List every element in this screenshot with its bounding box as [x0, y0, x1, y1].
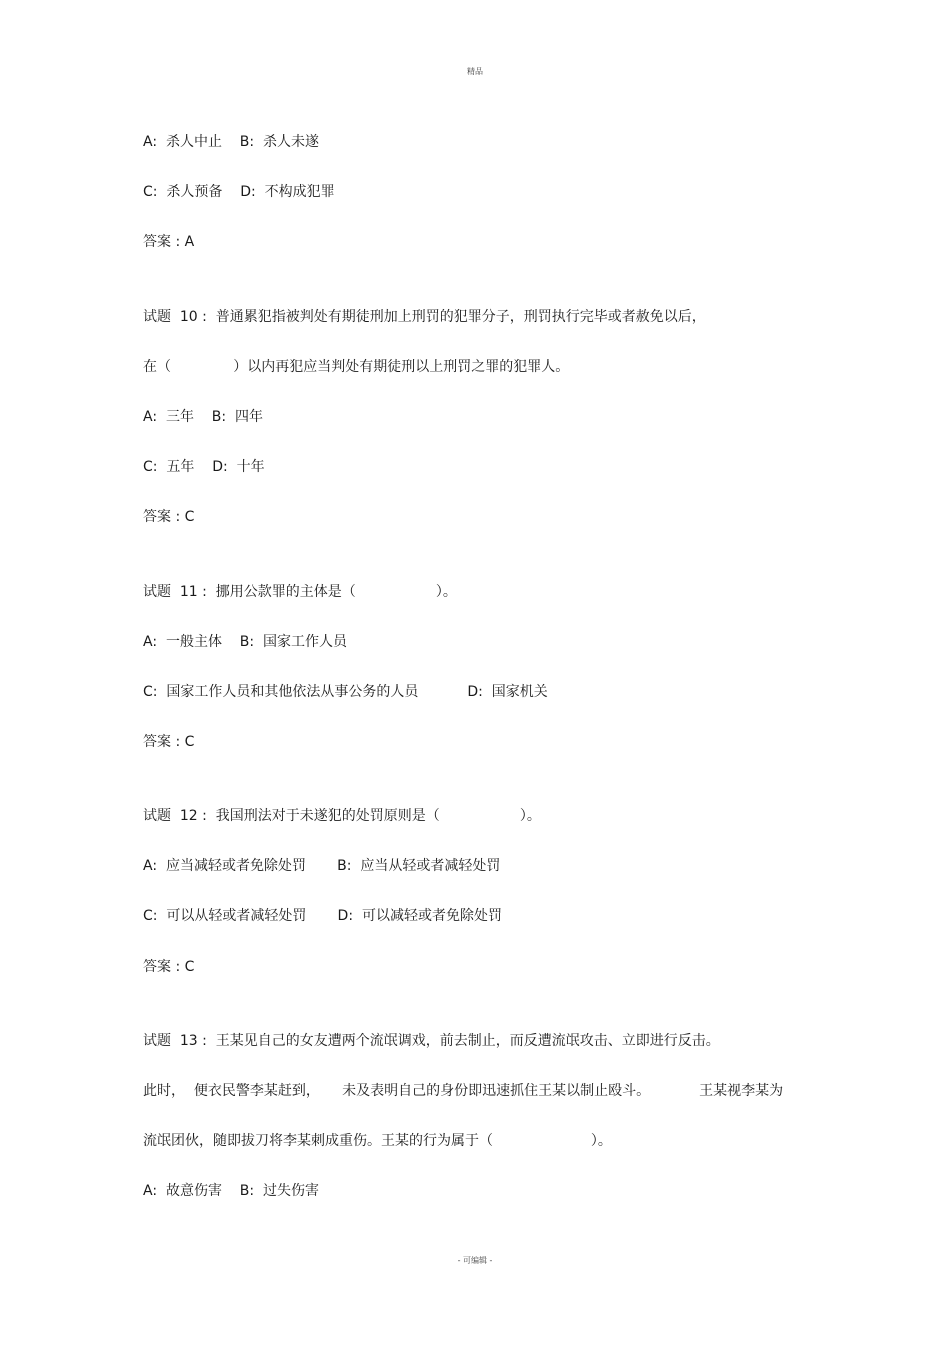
q10-options-ab: A: 三年 B: 四年 [143, 409, 263, 425]
q9-answer: 答案 : A [143, 234, 195, 250]
q9-options-ab: A: 杀人中止 B: 杀人未遂 [143, 134, 319, 150]
q12-options-cd: C: 可以从轻或者减轻处罚 D: 可以减轻或者免除处罚 [143, 908, 502, 924]
q10-options-cd: C: 五年 D: 十年 [143, 459, 265, 475]
page-header: 精品 [467, 67, 483, 76]
q12-options-ab: A: 应当减轻或者免除处罚 B: 应当从轻或者减轻处罚 [143, 858, 501, 874]
q11-stem: 试题 11 : 挪用公款罪的主体是（ ）。 [143, 584, 457, 600]
q10-answer: 答案 : C [143, 509, 195, 525]
q11-options-cd: C: 国家工作人员和其他依法从事公务的人员 D: 国家机关 [143, 684, 548, 700]
q13-stem-line2: 此时， 便衣民警李某赶到， 未及表明自己的身份即迅速抓住王某以制止殴斗。 王某视李某为 [143, 1083, 784, 1099]
q13-options-ab: A: 故意伤害 B: 过失伤害 [143, 1183, 319, 1199]
q11-answer: 答案 : C [143, 734, 195, 750]
page-footer: - 可编辑 - [457, 1256, 493, 1265]
q10-stem-line2: 在（ ）以内再犯应当判处有期徒刑以上刑罚之罪的犯罪人。 [143, 359, 570, 375]
q10-stem-line1: 试题 10 : 普通累犯指被判处有期徒刑加上刑罚的犯罪分子，刑罚执行完毕或者赦免以后， [143, 309, 706, 325]
q11-options-ab: A: 一般主体 B: 国家工作人员 [143, 634, 347, 650]
q12-answer: 答案 : C [143, 959, 195, 975]
q9-options-cd: C: 杀人预备 D: 不构成犯罪 [143, 184, 335, 200]
q12-stem: 试题 12 : 我国刑法对于未遂犯的处罚原则是（ ）。 [143, 808, 541, 824]
q13-stem-line1: 试题 13 : 王某见自己的女友遭两个流氓调戏，前去制止，而反遭流氓攻击、立即进行反击。 [143, 1033, 720, 1049]
q13-stem-line3: 流氓团伙，随即拔刀将李某刺成重伤。王某的行为属于（ ）。 [143, 1133, 612, 1149]
